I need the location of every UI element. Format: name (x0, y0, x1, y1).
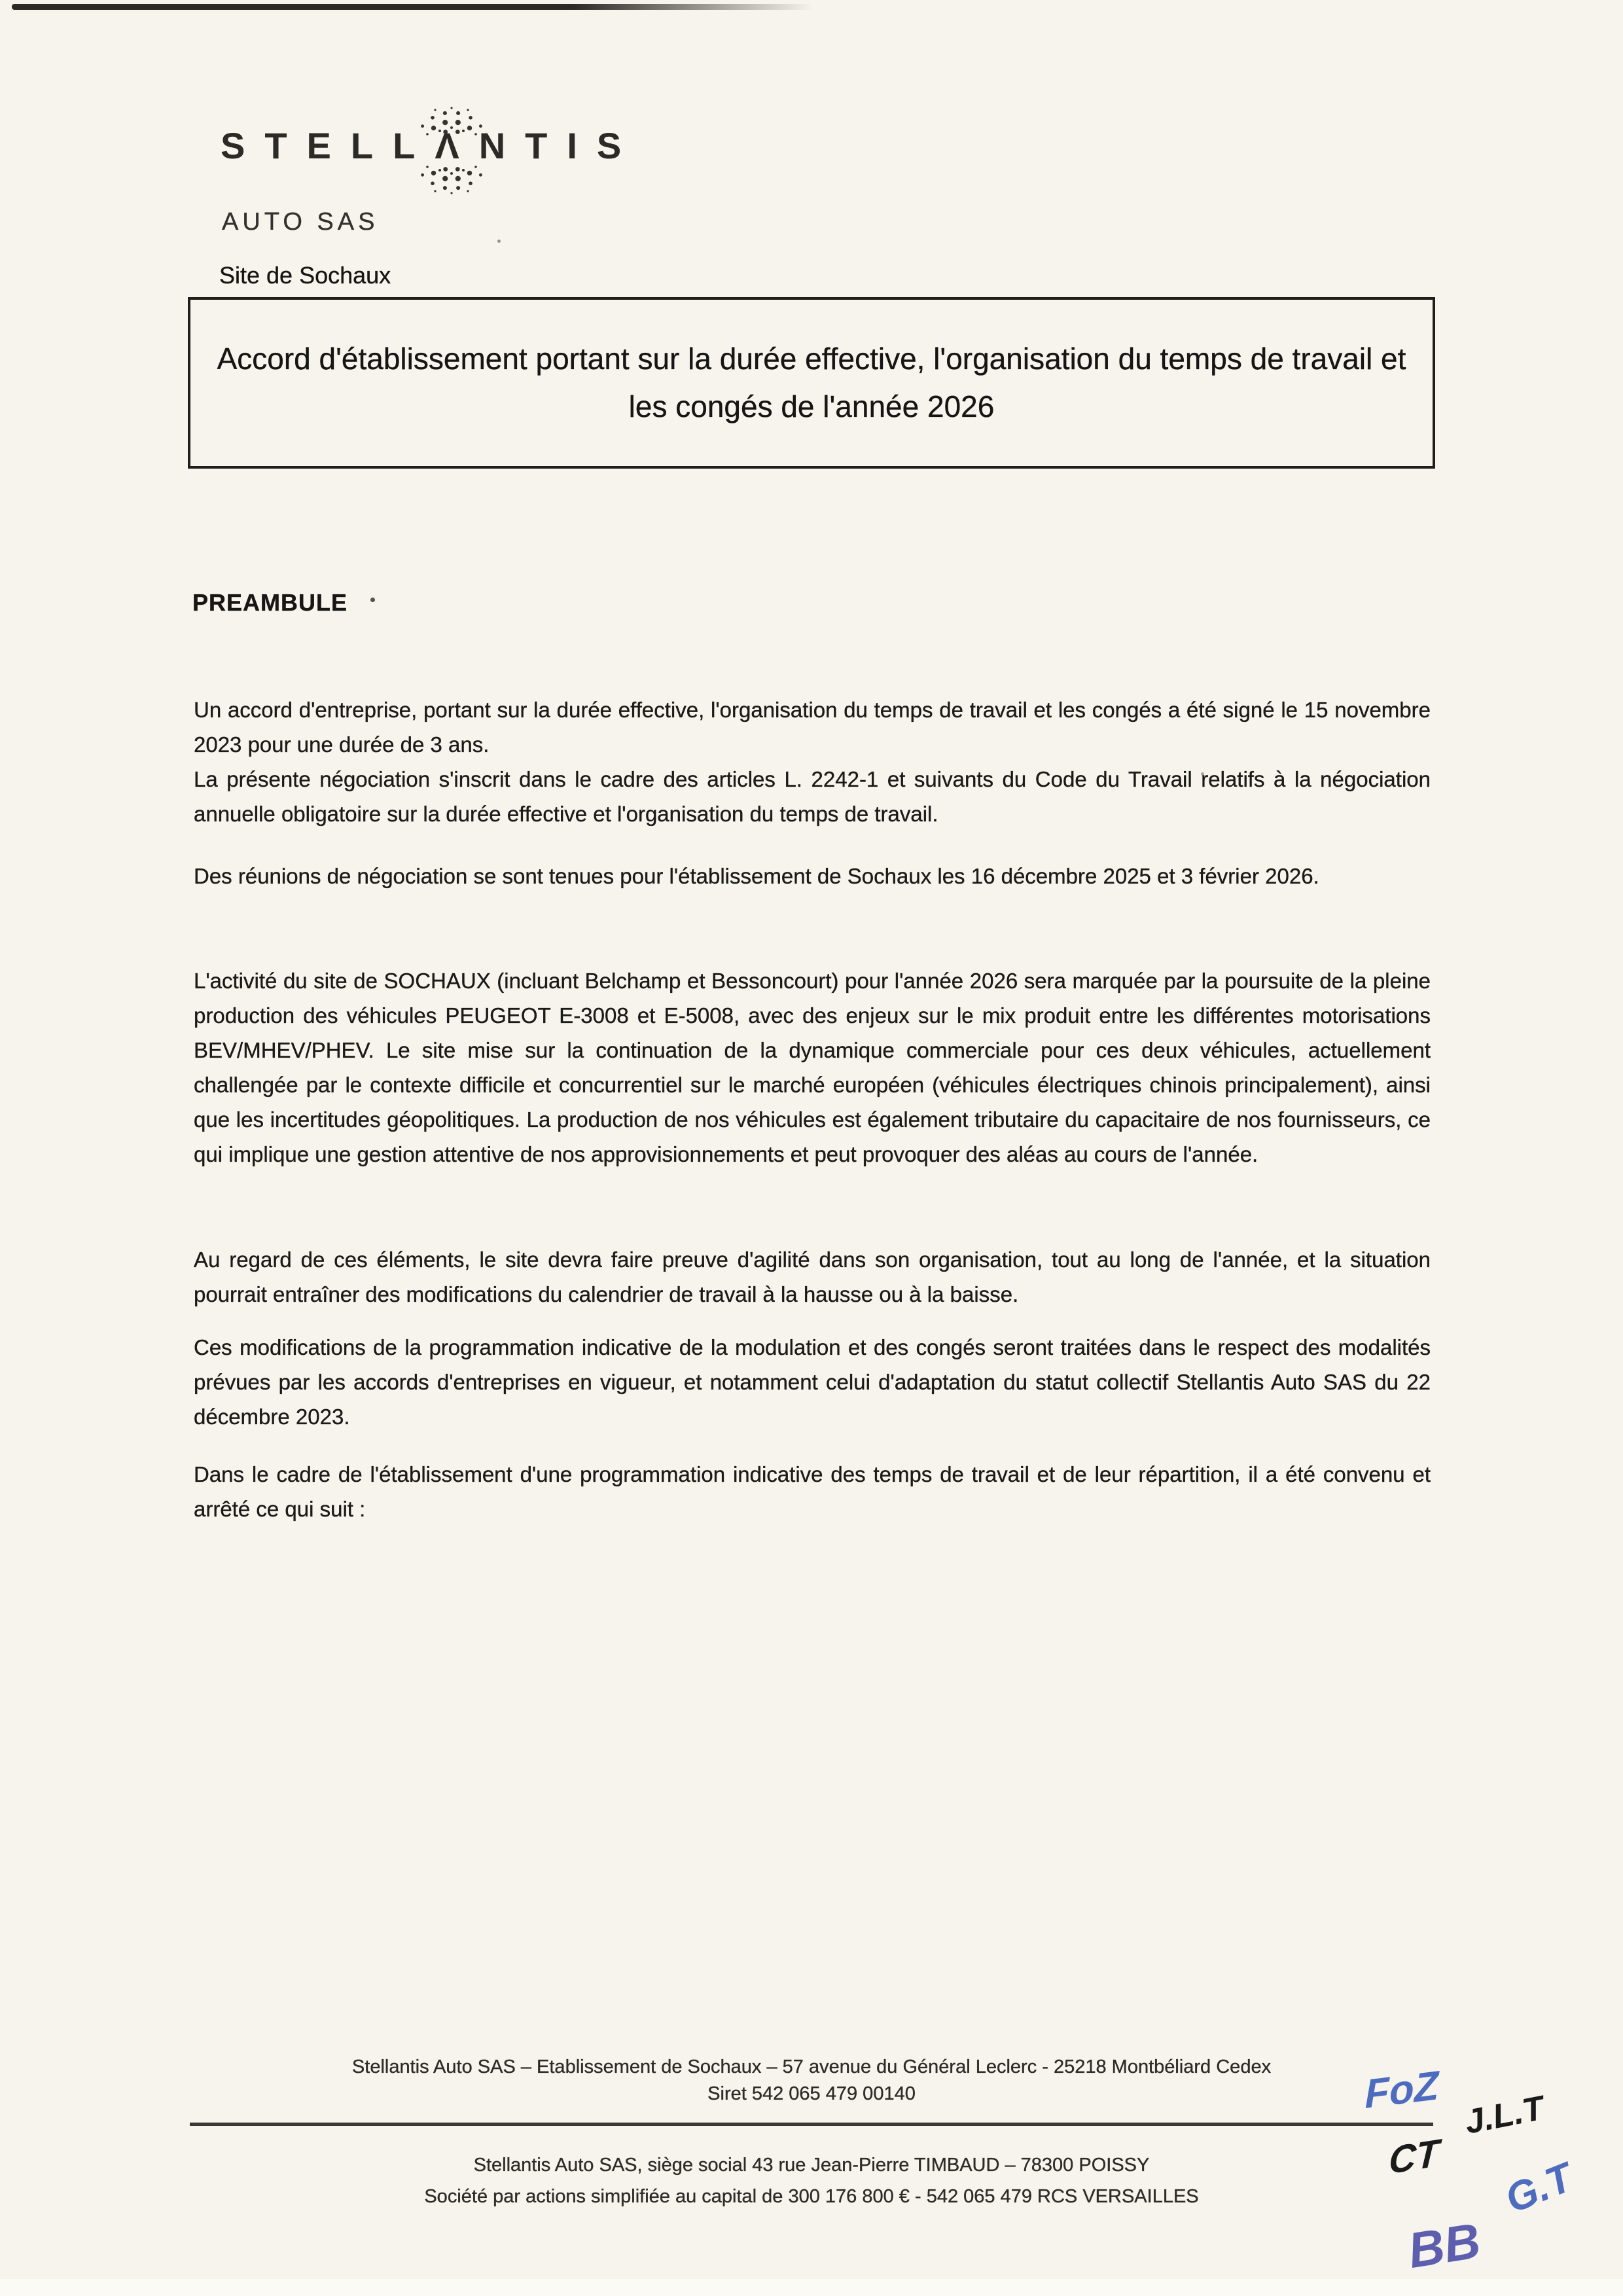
logo-subtitle: AUTO SAS (222, 208, 379, 236)
paragraph-sentence: Des réunions de négociation se sont tenues pour l'établissement de Sochaux les 16 décembre 2025 et 3 février 2026. (194, 864, 1319, 888)
footer-siret-line: Siret 542 065 479 00140 (707, 2083, 916, 2104)
paragraph-1 (194, 692, 1431, 831)
paragraph-sentence: Ces modifications de la programmation indicative de la modulation et des congés seront traitées dans le respect des modalités prévues par les accords d'entreprises en vigueur, et notamment celui d'adaptation du statut collectif Stellantis Auto SAS du 22 décembre 2023. (194, 1335, 1431, 1429)
title-box (188, 297, 1435, 469)
preambule-heading: PREAMBULE (192, 589, 348, 616)
handwritten-initials-jlt: J.L.T (1461, 2089, 1547, 2142)
handwritten-initials-gt: G.T (1499, 2155, 1579, 2222)
document-title: Accord d'établissement portant sur la durée effective, l'organisation du temps de travail et les congés de l'année 2026 (217, 342, 1406, 423)
paragraph-sentence: La présente négociation s'inscrit dans le cadre des articles L. 2242-1 et suivants du Code du Travail relatifs à la négociation annuelle obligatoire sur la durée effective et l'organisation du temps de travail. (194, 767, 1431, 826)
paragraph-sentence: Au regard de ces éléments, le site devra faire preuve d'agilité dans son organisation, tout au long de l'année, et la situation pourrait entraîner des modifications du calendrier de travail à la hausse ou à la baisse. (194, 1247, 1431, 1306)
scan-top-edge-artifact (12, 4, 813, 10)
handwritten-initials-bb: BB (1404, 2212, 1484, 2280)
footer-siege-block (190, 2149, 1433, 2212)
paragraph-5 (194, 1330, 1431, 1434)
paragraph-6 (194, 1457, 1431, 1526)
paragraph-sentence: Un accord d'entreprise, portant sur la durée effective, l'organisation du temps de travail et les congés a été signé le 15 novembre 2023 pour une durée de 3 ans. (194, 698, 1431, 757)
scan-speck (497, 240, 501, 243)
paragraph-3 (194, 963, 1431, 1172)
handwritten-initials-ct: CT (1387, 2131, 1440, 2183)
footer-establishment-line: Stellantis Auto SAS – Etablissement de Sochaux – 57 avenue du Général Leclerc - 25218 Montbéliard Cedex (351, 2056, 1272, 2077)
footer-separator-line (190, 2123, 1433, 2126)
scan-speck (370, 598, 375, 602)
site-label: Site de Sochaux (219, 262, 391, 289)
wordmark-left: STELL (221, 125, 435, 166)
paragraph-sentence: Dans le cadre de l'établissement d'une programmation indicative des temps de travail et de leur répartition, il a été convenu et arrêté ce qui suit : (194, 1462, 1431, 1521)
wordmark-right: NTIS (478, 125, 641, 166)
handwritten-initials-foz: FoZ (1364, 2062, 1439, 2118)
stellantis-logo (221, 98, 810, 216)
stellantis-wordmark (221, 124, 641, 167)
paragraph-4 (194, 1242, 1431, 1312)
footer-siege-line: Stellantis Auto SAS, siège social 43 rue Jean-Pierre TIMBAUD – 78300 POISSY (473, 2155, 1150, 2176)
scan-bottom-edge (0, 2279, 1623, 2296)
paragraph-sentence: L'activité du site de SOCHAUX (incluant Belchamp et Bessoncourt) pour l'année 2026 sera marquée par la poursuite de la pleine production des véhicules PEUGEOT E-3008 et E-5008, avec des enjeux sur le mix produit entre les différentes motorisations BEV/MHEV/PHEV. Le site mise sur la continuation de la dynamique commerciale pour ces deux véhicules, actuellement challengée par le contexte difficile et concurrentiel sur le marché européen (véhicules électriques chinois principalement), ainsi que les incertitudes géopolitiques. La production de nos véhicules est également tributaire du capacitaire de nos fournisseurs, ce qui implique une gestion attentive de nos approvisionnements et peut provoquer des aléas au cours de l'année. (194, 969, 1431, 1166)
footer-establishment-block (190, 2054, 1433, 2108)
footer-capital-line: Société par actions simplifiée au capital de 300 176 800 € - 542 065 479 RCS VERSAILLES (424, 2186, 1199, 2207)
wordmark-a: Λ (435, 125, 479, 166)
paragraph-2 (194, 859, 1431, 893)
